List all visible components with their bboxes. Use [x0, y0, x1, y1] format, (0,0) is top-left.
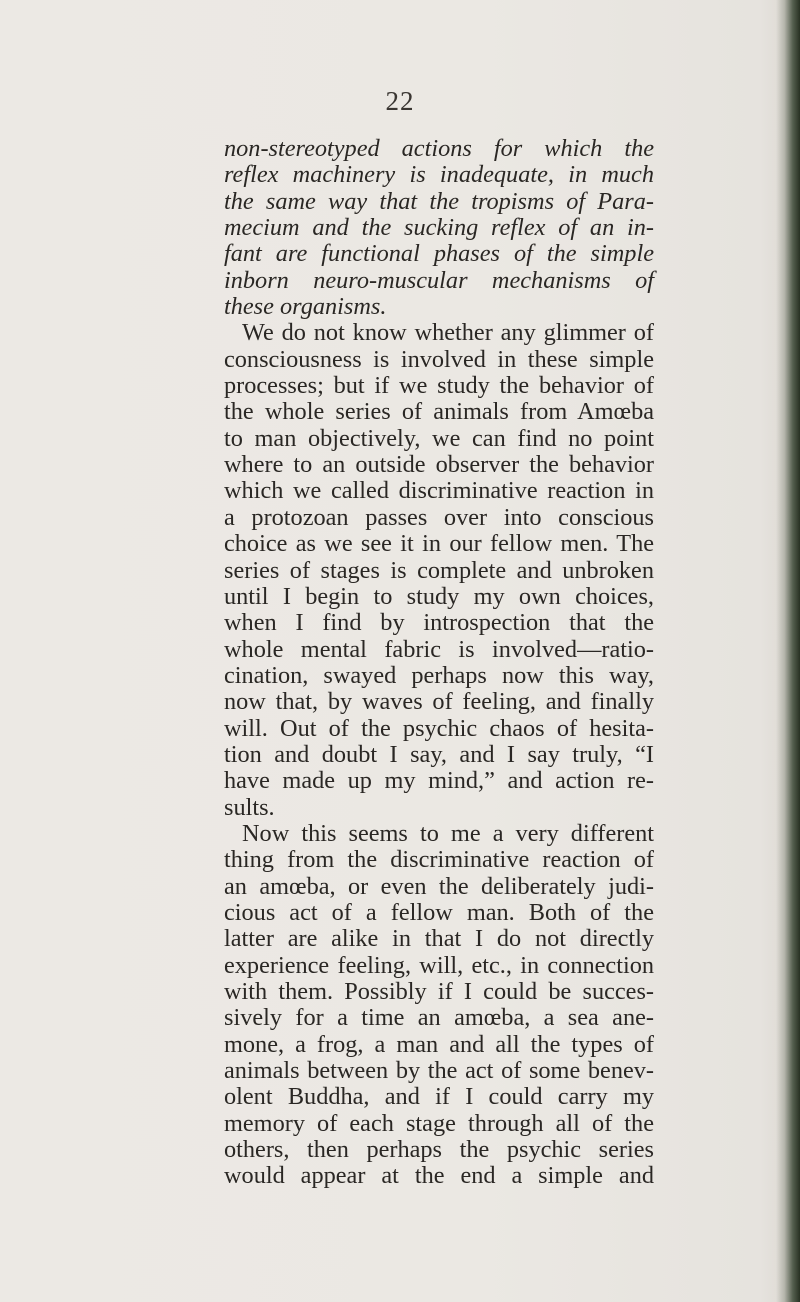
- text-line: We do not know whether any glimmer of: [242, 319, 654, 347]
- text-line: with them. Possibly if I could be succes-: [224, 978, 654, 1005]
- text-line: would appear at the end a simple and: [224, 1162, 654, 1190]
- text-line: thing from the discriminative reaction of: [224, 846, 654, 874]
- text-line: Now this seems to me a very different: [242, 819, 654, 847]
- text-line: series of stages is complete and unbroken: [224, 556, 654, 584]
- text-line: to man objectively, we can find no point: [224, 424, 654, 452]
- text-line: these organisms.: [224, 293, 387, 321]
- text-line: the whole series of animals from Amœba: [224, 398, 654, 426]
- text-line: memory of each stage through all of the: [224, 1109, 654, 1137]
- text-line: cination, swayed perhaps now this way,: [224, 661, 654, 689]
- text-line: others, then perhaps the psychic series: [224, 1136, 654, 1164]
- text-line: choice as we see it in our fellow men. The: [224, 530, 654, 558]
- text-line: when I find by introspection that the: [224, 609, 654, 637]
- text-line: the same way that the tropisms of Para-: [224, 187, 654, 215]
- text-line: animals between by the act of some benev-: [224, 1057, 654, 1085]
- text-line: whole mental fabric is involved—ratio-: [224, 635, 654, 663]
- text-line: inborn neuro-muscular mechanisms of: [224, 266, 654, 294]
- text-line: mecium and the sucking reflex of an in-: [224, 214, 654, 242]
- text-line: have made up my mind,” and action re-: [224, 767, 654, 795]
- text-line: tion and doubt I say, and I say truly, “I: [224, 740, 654, 768]
- text-line: non-stereotyped actions for which the: [224, 135, 654, 162]
- text-line: processes; but if we study the behavior of: [224, 372, 654, 400]
- text-line: which we called discriminative reaction in: [224, 477, 654, 505]
- text-line: where to an outside observer the behavior: [224, 451, 654, 479]
- page-number: 22: [385, 86, 415, 116]
- text-line: until I begin to study my own choices,: [224, 582, 654, 610]
- text-line: reflex machinery is inadequate, in much: [224, 161, 654, 189]
- text-line: mone, a frog, a man and all the types of: [224, 1030, 654, 1058]
- text-line: consciousness is involved in these simple: [224, 345, 654, 373]
- text-line: an amœba, or even the deliberately judi-: [224, 872, 654, 900]
- page-edge-shadow: [776, 0, 800, 1302]
- text-line: olent Buddha, and if I could carry my: [224, 1083, 654, 1111]
- text-line: now that, by waves of feeling, and finally: [224, 688, 654, 716]
- text-line: a protozoan passes over into conscious: [224, 503, 654, 531]
- text-line: cious act of a fellow man. Both of the: [224, 898, 654, 926]
- text-line: latter are alike in that I do not directly: [224, 925, 654, 953]
- text-line: sults.: [224, 793, 275, 821]
- text-line: will. Out of the psychic chaos of hesita-: [224, 714, 654, 742]
- text-line: fant are functional phases of the simple: [224, 240, 654, 268]
- body-text: [224, 136, 654, 1190]
- text-line: sively for a time an amœba, a sea ane-: [224, 1004, 654, 1032]
- text-line: experience feeling, will, etc., in connection: [224, 951, 654, 979]
